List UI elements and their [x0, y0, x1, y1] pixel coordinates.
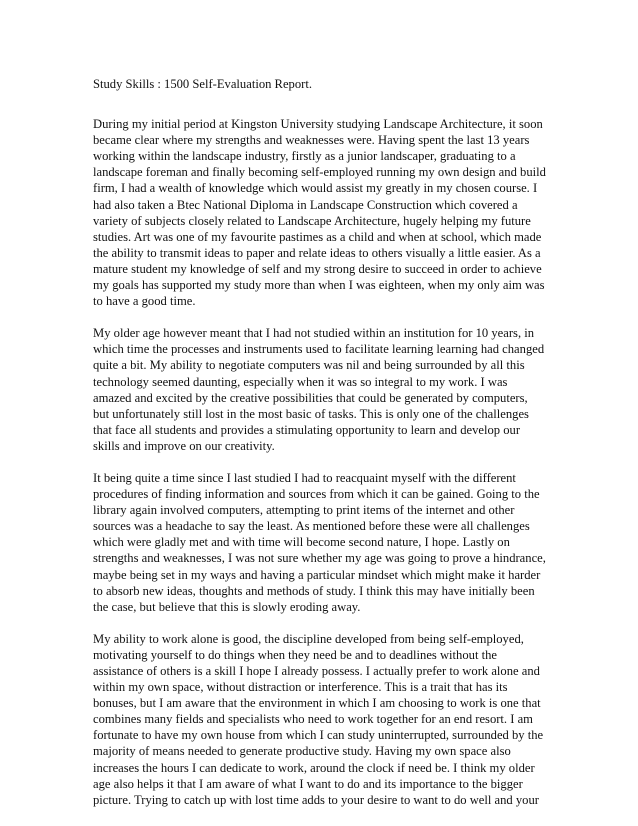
- text-line: skills and improve on our creativity.: [93, 438, 275, 453]
- text-line: which were gladly met and with time will become second nature, I hope. Lastly on: [93, 535, 510, 550]
- text-line: had also taken a Btec National Diploma in Landscape Construction which covered a: [93, 197, 518, 212]
- text-line: within my own space, without distraction or interference. This is a trait that has its: [93, 680, 508, 695]
- text-line: bonuses, but I am aware that the environment in which I am choosing to work is one that: [93, 696, 541, 711]
- text-line: became clear where my strengths and weaknesses were. Having spent the last 13 years: [93, 133, 530, 148]
- text-line: increases the hours I can dedicate to work, around the clock if need be. I think my older: [93, 760, 535, 775]
- text-line: It being quite a time since I last studied I had to reacquaint myself with the different: [93, 470, 516, 485]
- text-line: which time the processes and instruments used to facilitate learning learning had changed: [93, 342, 545, 357]
- text-line: fortunate to have my own house from which I can study uninterrupted, surrounded by the: [93, 728, 544, 743]
- text-line: quite a bit. My ability to negotiate computers was nil and being surrounded by all this: [93, 358, 525, 373]
- text-line: strengths and weaknesses, I was not sure whether my age was going to prove a hindrance,: [93, 551, 546, 566]
- text-line: firm, I had a wealth of knowledge which would assist my greatly in my chosen course. I: [93, 181, 538, 196]
- text-line: but unfortunately still lost in the most basic of tasks. This is only one of the challenges: [93, 406, 529, 421]
- text-line: During my initial period at Kingston University studying Landscape Architecture, it soon: [93, 117, 543, 132]
- text-line: assistance of others is a skill I hope I already possess. I actually prefer to work alone and: [93, 664, 540, 678]
- text-line: my goals has supported my study more than when I was eighteen, when my only aim was: [93, 278, 545, 293]
- text-line: majority of means needed to generate productive study. Having my own space also: [93, 744, 511, 759]
- text-line: library again involved computers, attempting to print items of the internet and other: [93, 503, 515, 518]
- text-line: combines many fields and specialists who need to work together for an end resort. I am: [93, 712, 533, 727]
- paragraph-3: [93, 470, 553, 615]
- text-line: landscape foreman and finally becoming self-employed running my own design and build: [93, 165, 546, 180]
- text-line: working within the landscape industry, firstly as a junior landscaper, graduating to a: [93, 149, 516, 164]
- text-line: the case, but believe that this is slowly eroding away.: [93, 599, 361, 614]
- paragraph-1: [93, 116, 553, 309]
- text-line: age also helps it that I am aware of what I want to do and its importance to the bigger: [93, 776, 523, 791]
- text-line: technology seemed daunting, especially when it was so integral to my work. I was: [93, 374, 508, 389]
- text-line: to absorb new ideas, thoughts and methods of study. I think this may have initially been: [93, 583, 535, 598]
- text-line: mature student my knowledge of self and my strong desire to succeed in order to achieve: [93, 261, 542, 276]
- paragraph-4: [93, 631, 553, 808]
- text-line: motivating yourself to do things when they need be and to deadlines without the: [93, 647, 497, 662]
- document-body: [93, 76, 553, 824]
- text-line: picture. Trying to catch up with lost time adds to your desire to want to do well and your: [93, 792, 539, 807]
- document-title: Study Skills : 1500 Self-Evaluation Report.: [93, 77, 312, 91]
- text-line: amazed and excited by the creative possibilities that could be generated by computers,: [93, 390, 528, 405]
- text-line: variety of subjects closely related to Landscape Architecture, hugely helping my future: [93, 213, 531, 228]
- text-line: procedures of finding information and sources from which it can be gained. Going to the: [93, 487, 540, 502]
- text-line: to have a good time.: [93, 294, 196, 309]
- text-line: maybe being set in my ways and having a particular mindset which might make it harder: [93, 567, 541, 582]
- text-line: My older age however meant that I had not studied within an institution for 10 years, in: [93, 326, 535, 341]
- text-line: sources was a headache to say the least. As mentioned before these were all challenges: [93, 519, 530, 534]
- paragraph-2: [93, 325, 553, 454]
- text-line: studies. Art was one of my favourite pastimes as a child and when at school, which made: [93, 229, 542, 244]
- text-line: that face all students and provides a stimulating opportunity to learn and develop our: [93, 422, 521, 437]
- text-line: the ability to transmit ideas to paper and relate ideas to others visually a little easier. As a: [93, 245, 541, 260]
- text-line: My ability to work alone is good, the discipline developed from being self-employed,: [93, 631, 524, 646]
